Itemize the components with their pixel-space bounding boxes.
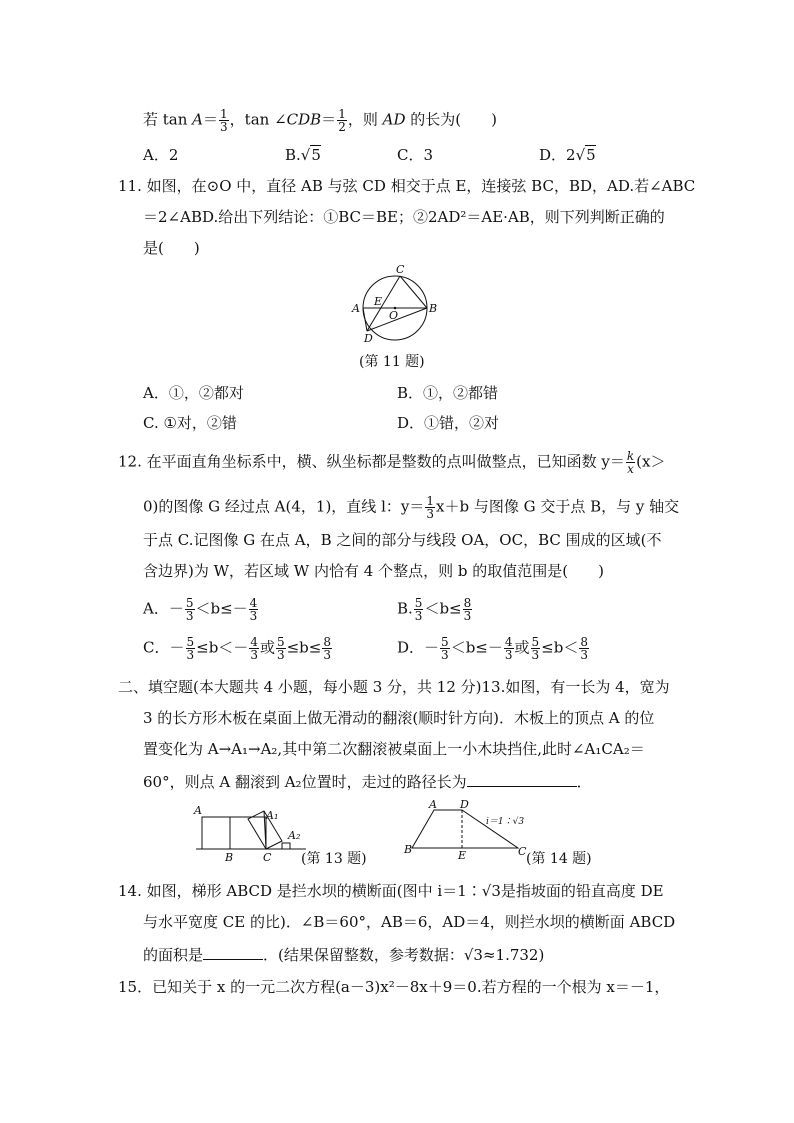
- fig13-caption: (第 13 题): [301, 851, 367, 867]
- q14-line-3: 的面积是 ．(结果保留整数，参考数据：√3≈1.732): [143, 943, 544, 965]
- fraction: $\frac{1}{2}$: [338, 107, 346, 134]
- q11-line-3: 是( ): [143, 239, 200, 257]
- q15-line-1: 15．已知关于 x 的一元二次方程(a－3)x²－8x＋9＝0.若方程的一个根为 x＝－1，: [118, 978, 670, 996]
- answer-blank[interactable]: [467, 770, 577, 787]
- fig14-label-d: D: [460, 800, 469, 811]
- q11-option-d[interactable]: D．①错，②对: [397, 414, 500, 432]
- q12-line-4: 含边界)为 W，若区域 W 内恰有 4 个整点，则 b 的取值范围是( ): [143, 562, 604, 580]
- section2-line-2: 3 的长方形木板在桌面上做无滑动的翻滚(顺时针方向)．木板上的顶点 A 的位: [143, 709, 655, 727]
- fig13-label-a1: A₁: [266, 809, 279, 822]
- q11-caption: (第 11 题): [359, 354, 425, 370]
- fig14-caption: (第 14 题): [526, 851, 592, 867]
- fig13-rolling-board: [190, 803, 310, 865]
- q10-stem: 若 tan A＝ $\frac{1}{3}$ ，tan ∠CDB＝ $\frac{1}{2}$ ，则 AD 的长为( ): [143, 107, 497, 134]
- q11-line-1: 11. 如图，在⊙O 中，直径 AB 与弦 CD 相交于点 E，连接弦 BC，BD，AD.若∠ABC: [118, 177, 696, 195]
- q11-circle-figure: [345, 262, 445, 346]
- q10-option-b[interactable]: B.√5: [285, 146, 321, 164]
- fig13-label-c: C: [263, 851, 272, 864]
- q14-line-2: 与水平宽度 CE 的比)．∠B＝60°，AB＝6，AD＝4，则拦水坝的横断面 ABCD: [143, 913, 676, 931]
- q11-line-2: ＝2∠ABD.给出下列结论：①BC＝BE；②2AD²＝AE·AB，则下列判断正确的: [143, 208, 665, 226]
- label-c: C: [396, 263, 405, 276]
- q10-option-d[interactable]: D．2√5: [539, 146, 596, 164]
- q10-option-a[interactable]: A．2: [143, 146, 179, 164]
- fig14-label-a: A: [429, 800, 437, 811]
- q12-option-c[interactable]: C．－ $\frac{5}{3}$ ≤b＜－ $\frac{4}{3}$ 或 $\frac{5}{3}$ ≤b≤ $\frac{8}{3}$: [143, 635, 331, 662]
- label-d: D: [364, 332, 373, 345]
- q12-line-2: 0)的图像 G 经过点 A(4，1)，直线 l：y＝ $\frac{1}{3}$ x＋b 与图像 G 交于点 B，与 y 轴交: [143, 494, 680, 521]
- q11-option-a[interactable]: A．①，②都对: [143, 384, 244, 402]
- fig13-label-a: A: [194, 804, 202, 817]
- q12-line-1: 12. 在平面直角坐标系中，横、纵坐标都是整数的点叫做整点，已知函数 y＝ $\frac{k}{x}$ (x＞: [118, 449, 666, 476]
- q11-option-c[interactable]: C. ①对，②错: [143, 414, 237, 432]
- q12-option-b[interactable]: B. $\frac{5}{3}$ ＜b≤ $\frac{8}{3}$: [397, 596, 472, 623]
- q14-line-1: 14. 如图，梯形 ABCD 是拦水坝的横断面(图中 i＝1∶√3是指坡面的铅直高度 DE: [118, 882, 664, 900]
- section2-line-4: 60°，则点 A 翻滚到 A₂位置时，走过的路径长为 ．: [143, 770, 592, 792]
- label-a: A: [352, 302, 360, 315]
- q12-option-a[interactable]: A．－ $\frac{5}{3}$ ＜b≤－ $\frac{4}{3}$: [143, 596, 258, 623]
- q10-option-c[interactable]: C．3: [397, 146, 434, 164]
- section2-line-3: 置变化为 A→A₁→A₂,其中第二次翻滚被桌面上一小木块挡住,此时∠A₁CA₂＝: [143, 740, 645, 758]
- fig14-label-e: E: [458, 849, 467, 862]
- q11-option-b[interactable]: B．①，②都错: [397, 384, 499, 402]
- q12-option-d[interactable]: D．－ $\frac{5}{3}$ ＜b≤－ $\frac{4}{3}$ 或 $\frac{5}{3}$ ≤b＜ $\frac{8}{3}$: [397, 635, 588, 662]
- q12-line-3: 于点 C.记图像 G 在点 A，B 之间的部分与线段 OA，OC，BC 围成的区域(不: [143, 531, 662, 549]
- fraction: $\frac{1}{3}$: [220, 107, 228, 134]
- fig14-label-c: C: [518, 845, 527, 858]
- section2-line-1: 二、填空题(本大题共 4 小题，每小题 3 分，共 12 分)13.如图，有一长为 4，宽为: [118, 678, 670, 696]
- fig13-label-b: B: [225, 851, 234, 864]
- fraction: $\frac{k}{x}$: [626, 449, 635, 476]
- fig13-label-a2: A₂: [288, 829, 301, 842]
- label-e: E: [374, 295, 383, 308]
- answer-blank[interactable]: [203, 943, 263, 960]
- fig14-label-i: i＝1∶√3: [486, 817, 525, 827]
- fraction: $\frac{1}{3}$: [426, 494, 434, 521]
- label-o: O: [389, 309, 399, 322]
- fig14-label-b: B: [404, 843, 413, 856]
- label-b: B: [429, 302, 438, 315]
- fig14-trapezoid-dam: [400, 800, 530, 862]
